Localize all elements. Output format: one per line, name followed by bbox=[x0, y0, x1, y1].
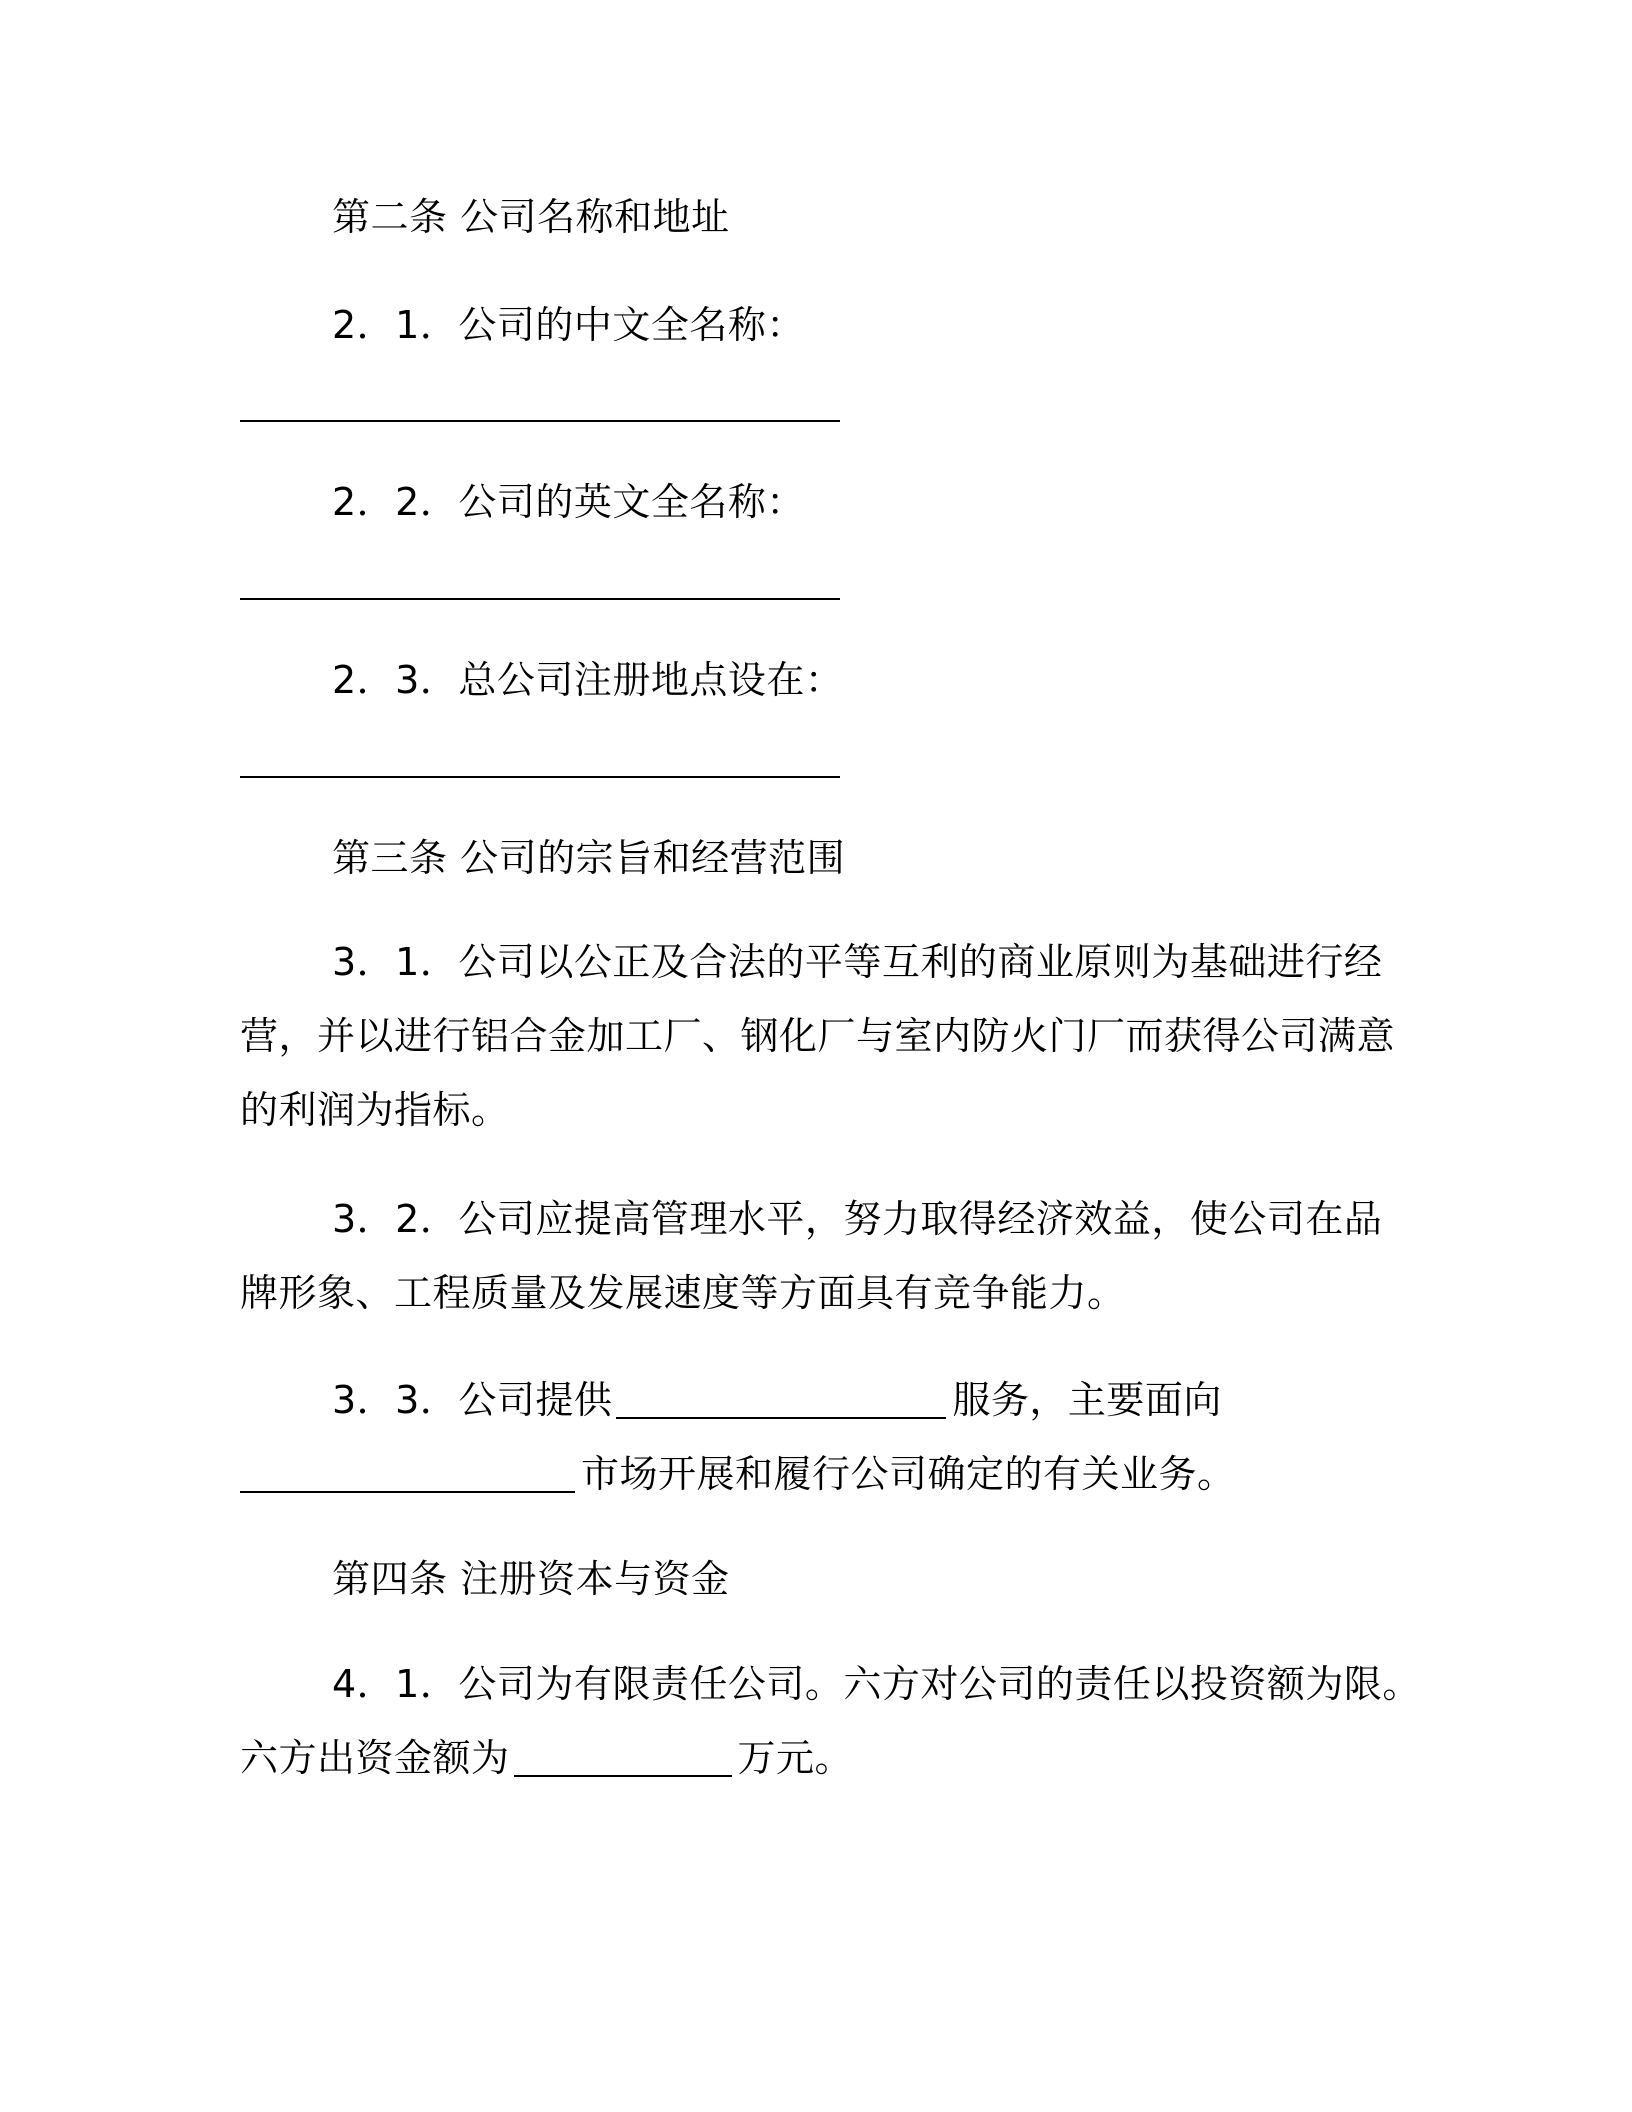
article-2-heading: 第二条 公司名称和地址 bbox=[332, 195, 730, 239]
clause-3-3-line-1 bbox=[332, 1375, 1222, 1425]
article-4-heading: 第四条 注册资本与资金 bbox=[332, 1557, 730, 1601]
english-name-blank bbox=[240, 598, 840, 600]
clause-2-3: 2．3．总公司注册地点设在： bbox=[332, 658, 844, 702]
clause-4-1-line-2 bbox=[240, 1733, 853, 1783]
chinese-name-blank bbox=[240, 420, 840, 422]
market-blank bbox=[240, 1491, 575, 1493]
clause-3-3-line-2 bbox=[240, 1449, 1236, 1499]
registered-address-blank bbox=[240, 776, 840, 778]
clause-3-3-mid: 服务，主要面向 bbox=[952, 1378, 1222, 1422]
clause-3-1-line-3: 的利润为指标。 bbox=[240, 1088, 510, 1132]
service-blank bbox=[616, 1417, 946, 1419]
clause-4-1-suffix: 万元。 bbox=[737, 1736, 854, 1780]
clause-3-3-prefix: 3．3．公司提供 bbox=[332, 1378, 613, 1422]
clause-3-2-line-1: 3．2．公司应提高管理水平，努力取得经济效益，使公司在品 bbox=[332, 1197, 1383, 1241]
clause-3-3-suffix: 市场开展和履行公司确定的有关业务。 bbox=[581, 1452, 1236, 1496]
clause-4-1-prefix: 六方出资金额为 bbox=[240, 1736, 510, 1780]
clause-3-2-line-2: 牌形象、工程质量及发展速度等方面具有竞争能力。 bbox=[240, 1271, 1126, 1315]
clause-3-1-line-1: 3．1．公司以公正及合法的平等互利的商业原则为基础进行经 bbox=[332, 940, 1383, 984]
clause-2-2: 2．2．公司的英文全名称： bbox=[332, 480, 805, 524]
article-3-heading: 第三条 公司的宗旨和经营范围 bbox=[332, 836, 846, 880]
clause-2-1: 2．1．公司的中文全名称： bbox=[332, 303, 805, 347]
clause-4-1-line-1: 4．1．公司为有限责任公司。六方对公司的责任以投资额为限。 bbox=[332, 1662, 1421, 1706]
capital-amount-blank bbox=[514, 1775, 732, 1777]
clause-3-1-line-2: 营，并以进行铝合金加工厂、钢化厂与室内防火门厂而获得公司满意 bbox=[240, 1014, 1396, 1058]
